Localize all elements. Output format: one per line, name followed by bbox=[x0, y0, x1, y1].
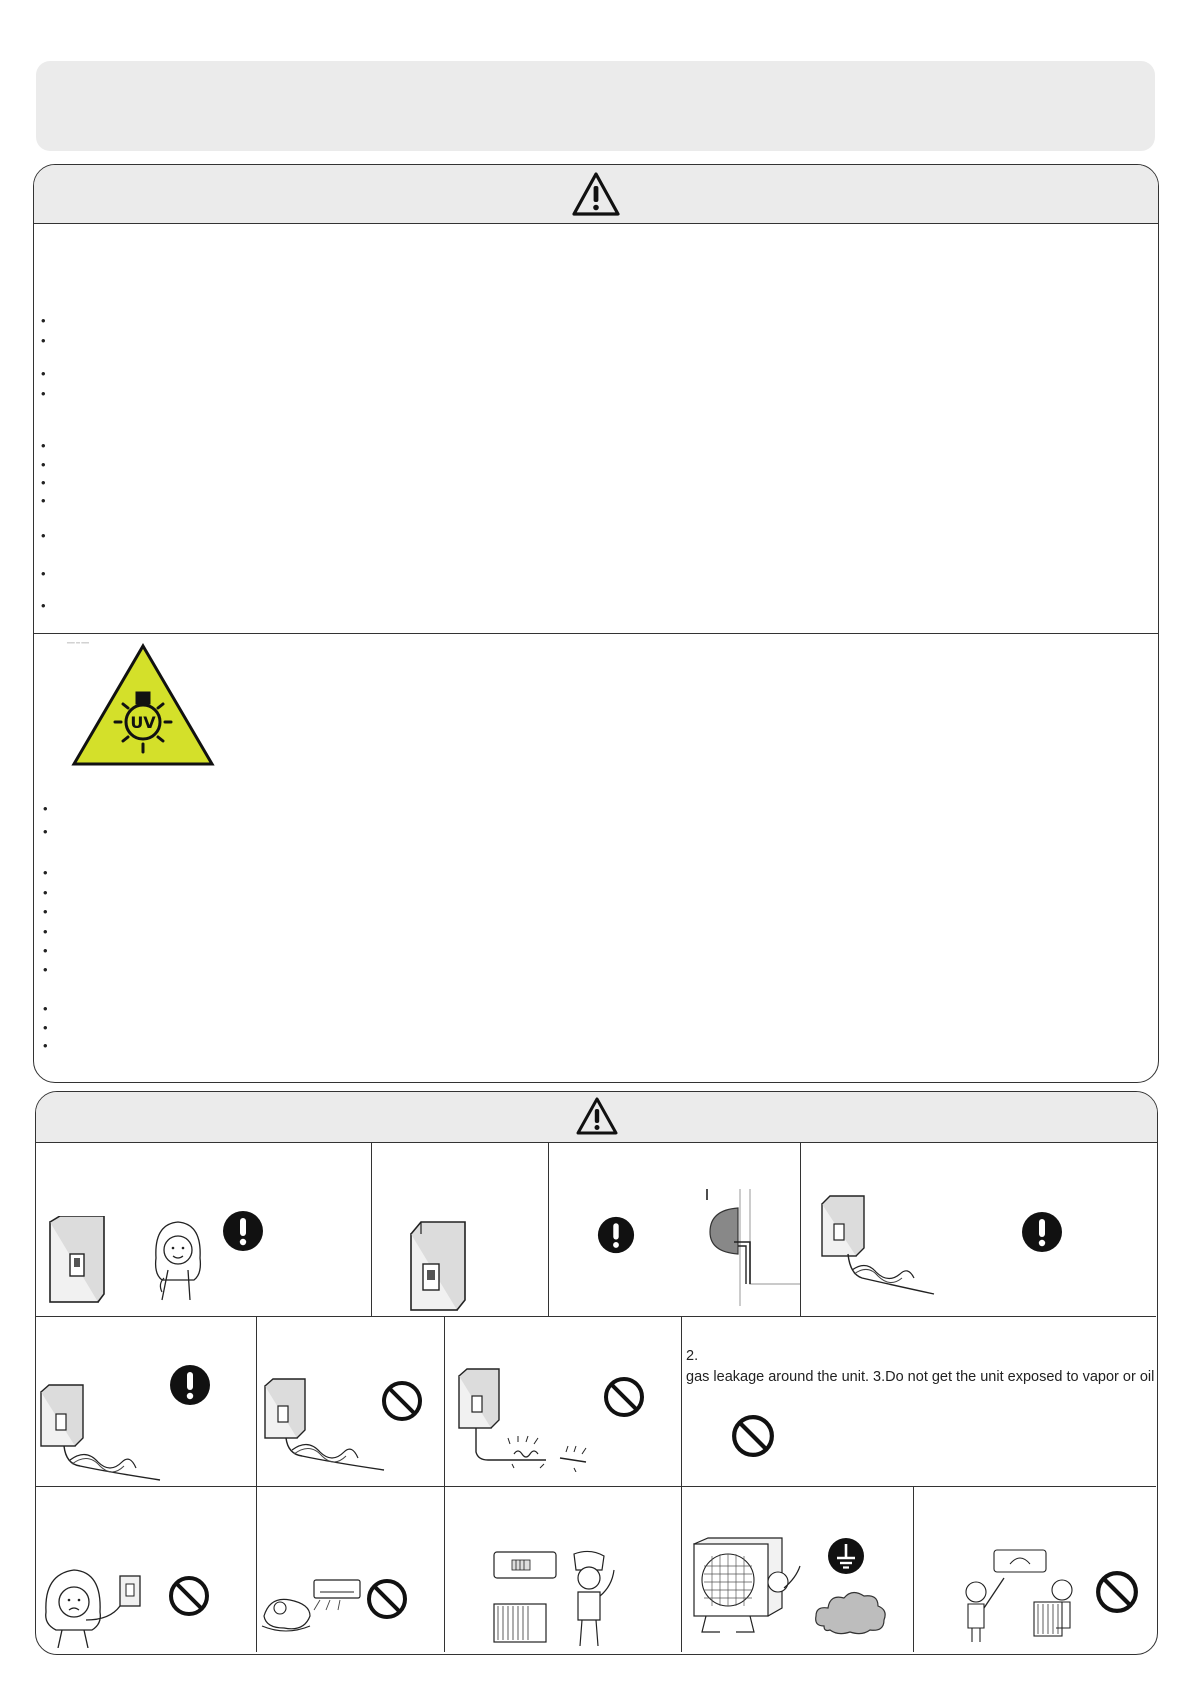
bullet-marker: • bbox=[43, 904, 48, 919]
warning-panel bbox=[33, 164, 1159, 1083]
no-entry-circle-icon bbox=[1095, 1570, 1139, 1614]
bullet-marker: • bbox=[41, 475, 46, 490]
warning-panel-header bbox=[34, 165, 1158, 224]
bullet-marker: • bbox=[43, 962, 48, 977]
girl-wet-hands-illustration bbox=[40, 1560, 150, 1648]
grid-col-divider bbox=[371, 1142, 372, 1316]
bullet-marker: • bbox=[43, 865, 48, 880]
grid-col-divider bbox=[548, 1142, 549, 1316]
bullet-marker: • bbox=[41, 366, 46, 381]
bullet-marker: • bbox=[43, 943, 48, 958]
wall-fixture-illustration bbox=[704, 1188, 800, 1308]
uv-hazard-icon bbox=[70, 642, 216, 768]
breaker-with-cable-illustration bbox=[262, 1378, 386, 1478]
caution-text-line-2: gas leakage around the unit. 3.Do not get the unit exposed to vapor or oil bbox=[686, 1369, 1155, 1385]
circuit-breaker-illustration bbox=[407, 1220, 467, 1312]
grid-col-divider bbox=[913, 1486, 914, 1652]
gas-cloud-illustration bbox=[812, 1586, 888, 1636]
exclamation-circle-icon bbox=[169, 1364, 211, 1406]
no-entry-circle-icon bbox=[731, 1414, 775, 1458]
no-entry-circle-icon bbox=[366, 1578, 408, 1620]
section-divider bbox=[34, 633, 1158, 634]
grid-col-divider bbox=[444, 1316, 445, 1652]
bullet-marker: • bbox=[43, 801, 48, 816]
outdoor-unit-illustration bbox=[690, 1536, 808, 1646]
grid-row-divider bbox=[35, 1486, 1156, 1487]
bullet-marker: • bbox=[43, 1001, 48, 1016]
exclamation-circle-icon bbox=[222, 1210, 264, 1252]
bullet-marker: • bbox=[41, 528, 46, 543]
baby-airflow-illustration bbox=[260, 1576, 364, 1636]
no-entry-circle-icon bbox=[381, 1380, 423, 1422]
breaker-with-cable-illustration bbox=[818, 1194, 938, 1298]
ground-icon bbox=[827, 1537, 865, 1575]
bullet-marker: • bbox=[41, 313, 46, 328]
bullet-marker: • bbox=[41, 457, 46, 472]
exclamation-circle-icon bbox=[1021, 1211, 1063, 1253]
broken-cable-illustration bbox=[456, 1368, 590, 1472]
bullet-marker: • bbox=[41, 598, 46, 613]
no-entry-circle-icon bbox=[603, 1376, 645, 1418]
caution-panel-header bbox=[36, 1092, 1157, 1143]
children-playing-illustration bbox=[958, 1548, 1082, 1644]
bullet-marker: • bbox=[41, 493, 46, 508]
bullet-marker: • bbox=[43, 885, 48, 900]
breaker-with-cable-illustration bbox=[38, 1384, 162, 1484]
grid-col-divider bbox=[800, 1142, 801, 1316]
bullet-marker: • bbox=[41, 386, 46, 401]
bullet-marker: • bbox=[43, 924, 48, 939]
caution-text-line-1: 2. bbox=[686, 1348, 699, 1364]
uv-label: UV bbox=[130, 713, 156, 732]
uv-caption: ▔▔ ▔ ▔▔ bbox=[67, 643, 90, 649]
girl-touching-switch-illustration bbox=[148, 1218, 208, 1302]
grid-col-divider bbox=[681, 1316, 682, 1652]
bullet-marker: • bbox=[43, 1020, 48, 1035]
title-band bbox=[36, 61, 1155, 151]
warning-triangle-icon bbox=[575, 1096, 619, 1136]
bullet-marker: • bbox=[43, 824, 48, 839]
bullet-marker: • bbox=[43, 1038, 48, 1053]
warning-triangle-icon bbox=[571, 171, 621, 217]
circuit-breaker-illustration bbox=[46, 1216, 106, 1306]
grid-col-divider bbox=[256, 1316, 257, 1652]
grid-row-divider bbox=[35, 1316, 1156, 1317]
no-entry-circle-icon bbox=[168, 1575, 210, 1617]
bullet-marker: • bbox=[41, 566, 46, 581]
exclamation-circle-icon bbox=[597, 1216, 635, 1254]
person-with-units-illustration bbox=[490, 1548, 620, 1648]
bullet-marker: • bbox=[41, 438, 46, 453]
bullet-marker: • bbox=[41, 333, 46, 348]
